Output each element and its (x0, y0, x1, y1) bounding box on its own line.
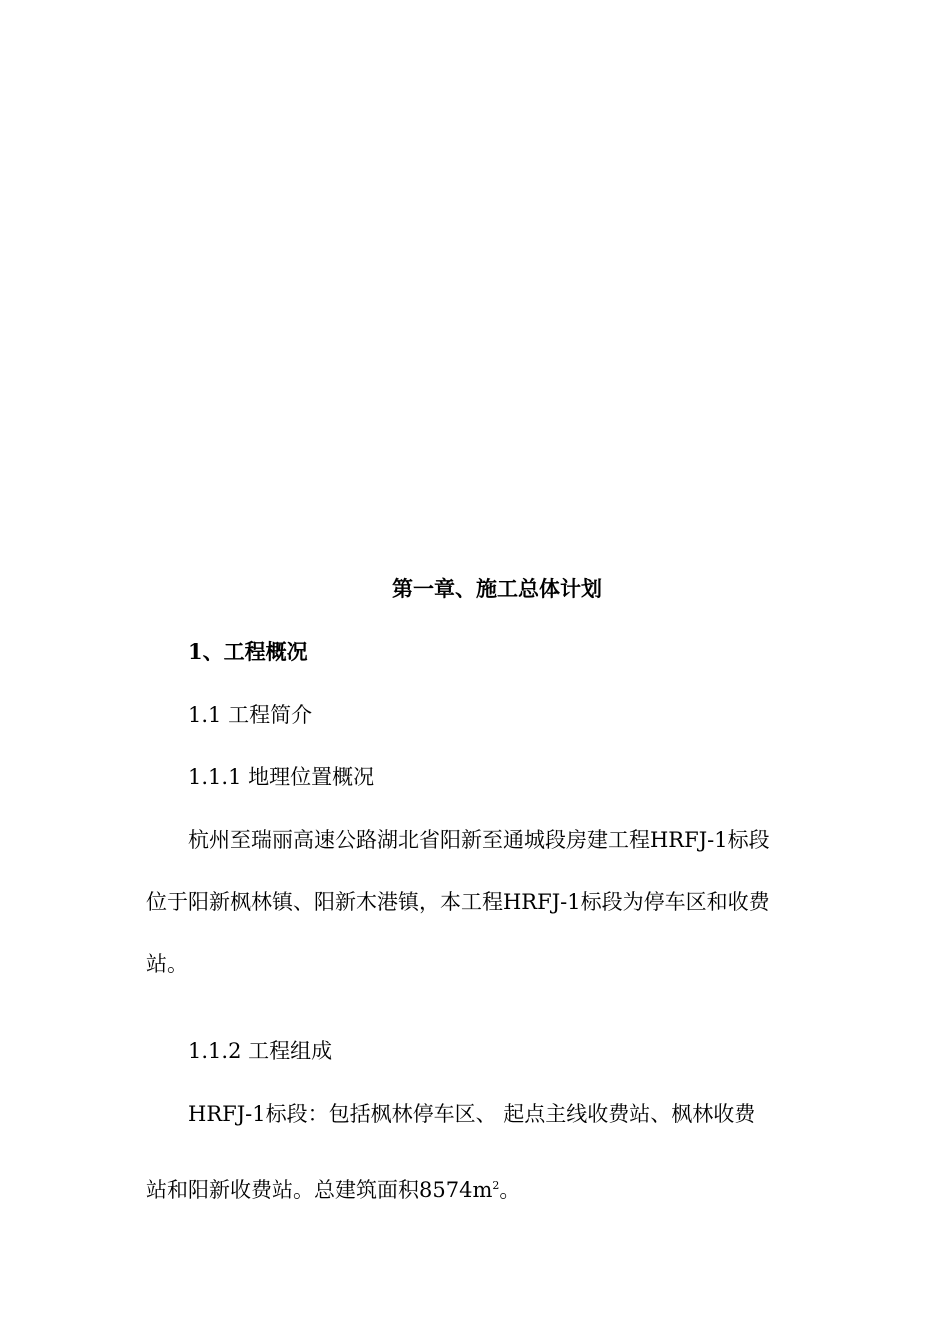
paragraph-composition-line-1: HRFJ-1标段：包括枫林停车区、 起点主线收费站、枫林收费 (188, 1102, 756, 1126)
section-heading-1: 1、工程概况 (188, 639, 308, 664)
section-heading-1-1: 1.1 工程简介 (188, 703, 313, 727)
paragraph-location-line-3: 站。 (146, 952, 188, 976)
paragraph-location-line-1: 杭州至瑞丽高速公路湖北省阳新至通城段房建工程HRFJ-1标段 (188, 828, 770, 852)
paragraph-composition-text: 站和阳新收费站。总建筑面积8574m (146, 1178, 493, 1202)
paragraph-composition-end: 。 (499, 1178, 521, 1202)
section-heading-1-1-1: 1.1.1 地理位置概况 (188, 765, 375, 789)
section-heading-1-1-2: 1.1.2 工程组成 (188, 1039, 333, 1063)
paragraph-composition-line-2 (146, 1176, 520, 1204)
chapter-title: 第一章、施工总体计划 (392, 576, 602, 601)
paragraph-location-line-2: 位于阳新枫林镇、阳新木港镇，本工程HRFJ-1标段为停车区和收费 (146, 890, 770, 914)
superscript-squared: 2 (492, 1179, 500, 1192)
